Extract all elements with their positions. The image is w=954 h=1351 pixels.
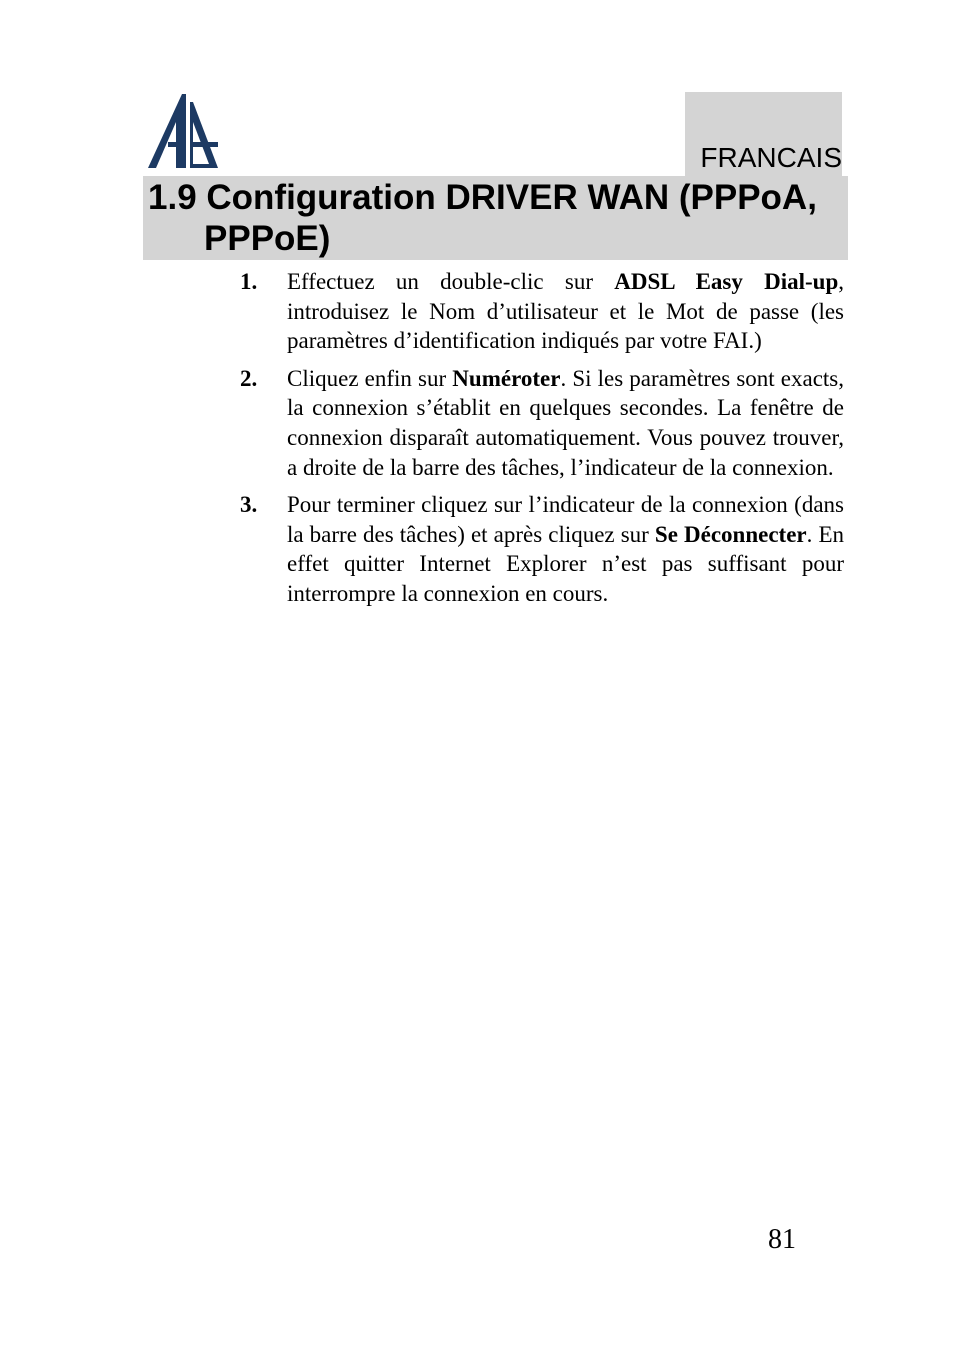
step-text-emphasis: ADSL Easy Dial-up [614, 269, 839, 294]
atlantis-sailboat-logo-icon [146, 92, 220, 170]
section-title-line1: 1.9 Configuration DRIVER WAN (PPPoA, [148, 178, 817, 217]
language-label: FRANCAIS [700, 142, 842, 173]
step-item [240, 490, 844, 608]
step-text-emphasis: Numéroter [452, 365, 561, 391]
step-text-segment: . En effet quitter Internet Explorer n’est pas suffisant pour interrompre la connexion en cours. [287, 521, 844, 606]
step-item [240, 267, 844, 356]
section-title [148, 177, 842, 259]
step-text-segment: Effectuez un double-clic sur [287, 269, 615, 294]
steps-list [240, 267, 844, 617]
step-number: 1. [240, 269, 258, 294]
section-title-line2: PPPoE) [204, 219, 331, 258]
step-text-segment: Cliquez enfin sur [287, 365, 453, 391]
step-text-segment: , introduisez le Nom d’utilisateur et le Mot de passe (les paramètres d’identification indiqués par votre FAI.) [287, 269, 844, 354]
step-text-segment: Pour terminer cliquez sur l’indicateur de la connexion (dans la barre des tâches) et après cliquez sur [287, 492, 844, 547]
step-text-segment: . Si les paramètres sont exacts, la connexion s’établit en quelques secondes. La fenêtre de connexion disparaît automatiquement. Vous pouvez trouver, a droite de la barre des tâches, l’indicateur de la connexion. [287, 365, 845, 480]
step-text [287, 490, 844, 608]
step-item [240, 364, 844, 482]
step-text-emphasis: Se Déconnecter [654, 521, 807, 547]
page-number: 81 [768, 1224, 796, 1255]
step-text [287, 267, 844, 356]
step-number: 3. [240, 492, 258, 518]
step-text [287, 364, 844, 482]
step-number: 2. [240, 365, 258, 391]
